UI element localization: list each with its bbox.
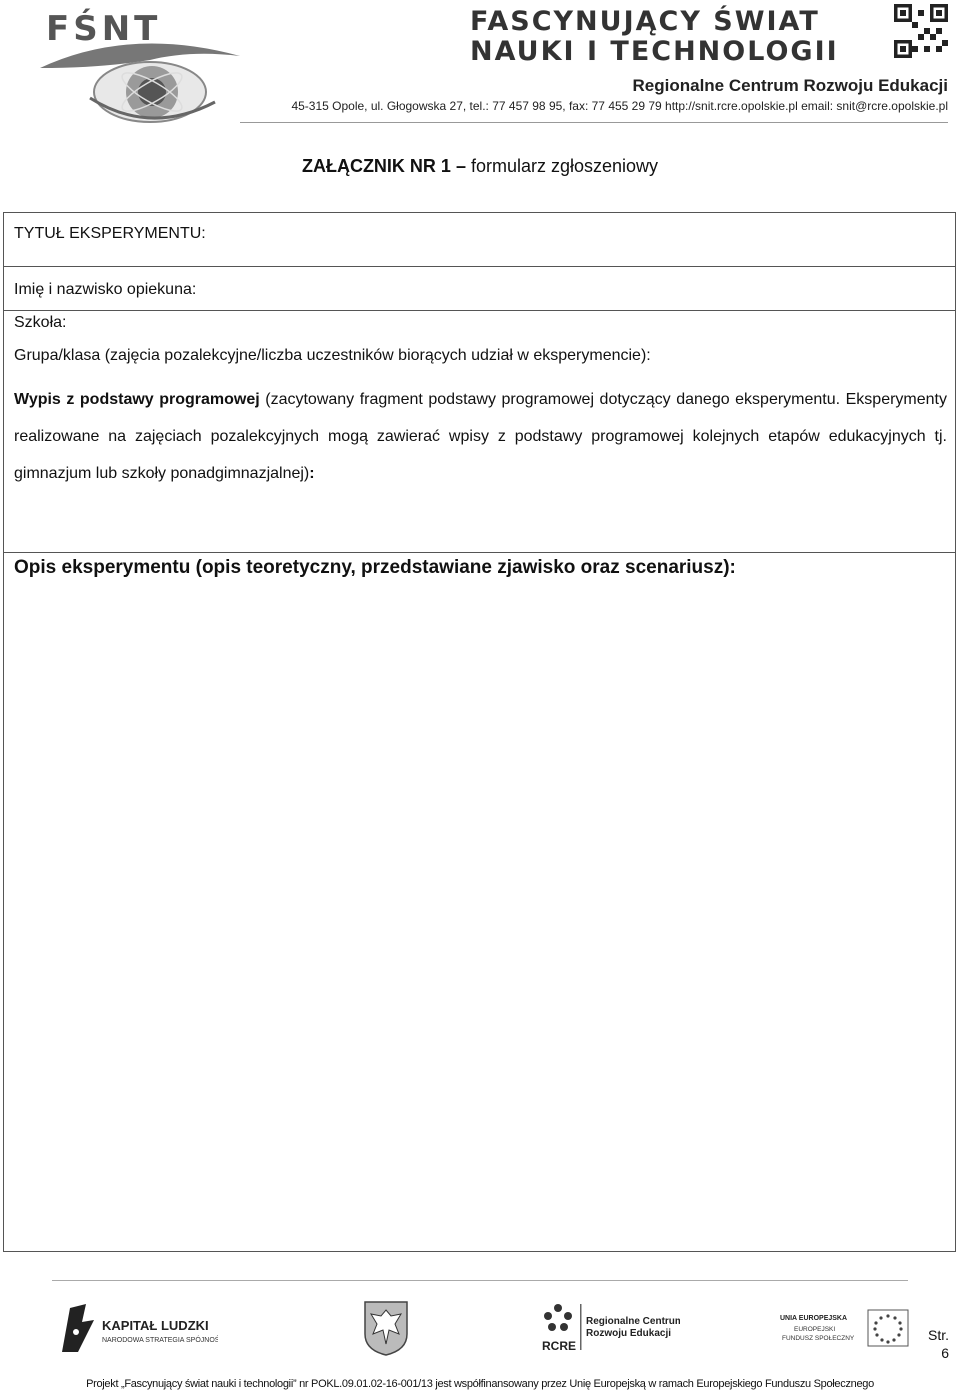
school-label: Szkoła: xyxy=(14,314,67,331)
banner-line2: NAUKI I TECHNOLOGII xyxy=(470,36,839,67)
page-value: 6 xyxy=(941,1345,950,1361)
project-funding-note: Projekt „Fascynujący świat nauki i technologii” nr POKL.09.01.02-16-001/13 jest współfinansowany przez Unię Europejską w ramach Europejskiego Funduszu Społecznego xyxy=(86,1378,874,1390)
organization-name: Regionalne Centrum Rozwoju Edukacji xyxy=(632,76,948,95)
organization-contact: 45-315 Opole, ul. Głogowska 27, tel.: 77 457 98 95, fax: 77 455 29 79 http://snit.rcre.opolskie.pl email: snit@rcre.opolskie.pl xyxy=(291,99,948,113)
group-class-label: Grupa/klasa (zajęcia pozalekcyjne/liczba uczestników biorących udział w eksperymencie): xyxy=(14,347,651,364)
curriculum-label: Wypis z podstawy programowej xyxy=(14,391,260,408)
curriculum-text: (zacytowany fragment podstawy programowej dotyczący danego eksperymentu. Eksperymenty realizowane na zajęciach pozalekcyjnych mogą zawierać wpisy z podstawy programowej kolejnych etapów edukacyjnych tj. gimnazjum lub szkoły ponadgimnazjalnej) xyxy=(14,391,947,482)
experiment-description-label: Opis eksperymentu (opis teoretyczny, przedstawiane zjawisko oraz scenariusz): xyxy=(14,557,736,578)
ue-line2: EUROPEJSKI xyxy=(794,1326,836,1333)
logo-wordmark: FŚNT xyxy=(46,9,162,49)
rcre-abbr: RCRE xyxy=(542,1339,577,1353)
rcre-logo xyxy=(540,1302,680,1354)
kapital-ludzki-logo xyxy=(58,1302,218,1354)
fsnt-logo xyxy=(40,6,245,126)
experiment-title-field[interactable] xyxy=(4,213,955,267)
footer-divider xyxy=(52,1280,908,1281)
kl-subtitle: NARODOWA STRATEGIA SPÓJNOŚCI xyxy=(102,1337,218,1344)
eu-logo xyxy=(778,1308,910,1348)
group-class-field[interactable] xyxy=(4,343,955,379)
page-label: Str. xyxy=(928,1327,950,1343)
banner-line1: FASCYNUJĄCY ŚWIAT xyxy=(470,6,820,37)
school-field[interactable] xyxy=(4,311,955,343)
attachment-number: ZAŁĄCZNIK NR 1 – xyxy=(301,156,466,176)
curriculum-field[interactable] xyxy=(4,379,955,553)
kl-title: KAPITAŁ LUDZKI xyxy=(102,1318,209,1333)
ue-line1: UNIA EUROPEJSKA xyxy=(780,1315,848,1322)
eagle-crest-icon xyxy=(363,1300,409,1356)
page-number xyxy=(928,1326,949,1362)
form-name: formularz zgłoszeniowy xyxy=(465,156,659,176)
qr-code-icon xyxy=(894,4,948,58)
rcre-line2: Rozwoju Edukacji xyxy=(586,1328,672,1339)
rcre-line1: Regionalne Centrum xyxy=(586,1316,680,1327)
header-divider xyxy=(240,122,948,123)
guardian-name-label: Imię i nazwisko opiekuna: xyxy=(14,281,197,298)
application-form xyxy=(3,212,956,1252)
curriculum-description: Wypis z podstawy programowej (zacytowany fragment podstawy programowej dotyczący danego eksperymentu. Eksperymenty realizowane na zajęciach pozalekcyjnych mogą zawierać wpisy z podstawy programowej kolejnych etapów edukacyjnych tj. gimnazjum lub szkoły ponadgimnazjalnej): xyxy=(14,391,947,482)
document-title xyxy=(0,156,960,177)
experiment-description-field[interactable] xyxy=(4,593,955,1251)
experiment-title-label: TYTUŁ EKSPERYMENTU: xyxy=(14,225,206,242)
guardian-name-field[interactable] xyxy=(4,267,955,311)
project-banner xyxy=(470,6,890,67)
ue-line3: FUNDUSZ SPOŁECZNY xyxy=(782,1335,855,1342)
